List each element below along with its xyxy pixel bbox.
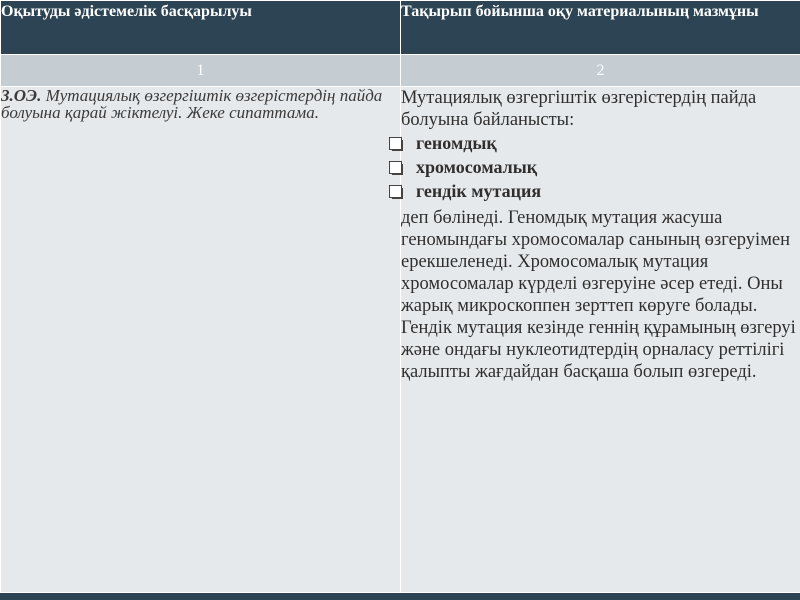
- list-item-label: геномдық: [416, 133, 497, 153]
- content-cell: [401, 87, 800, 593]
- bottom-bar: [0, 593, 800, 600]
- list-item: [389, 179, 800, 203]
- header-methodology: Оқытуды әдістемелік басқарылуы: [1, 1, 401, 55]
- list-item-label: гендік мутация: [416, 181, 542, 201]
- column-number-row: [1, 55, 800, 87]
- list-item: [389, 155, 800, 179]
- methodology-text: [1, 87, 400, 121]
- lesson-topic: Мутациялық өзгергіштік өзгерістердің пайда болуына қарай жіктелуі. Жеке сипаттама.: [1, 86, 383, 122]
- methodology-cell: [1, 87, 401, 593]
- checkbox-bullet-icon: [389, 137, 402, 150]
- lesson-code: 3.ОЭ.: [1, 86, 42, 105]
- header-content: Тақырып бойынша оқу материалының мазмұны: [401, 1, 800, 55]
- content-row: [1, 87, 800, 593]
- content-description: деп бөлінеді. Геномдық мутация жасуша геномындағы хромосомалар санының өзгеруімен ерекшеленеді. Хромосомалық мутация хромосомалар күрделі өзгеруіне әсер етеді. Оны жарық микроскоппен зерттеп көруге болады. Гендік мутация кезінде геннің құрамының өзгеруі және ондағы нуклеотидтердің орналасу реттілігі қалыпты жағдайдан басқаша болып өзгереді.: [401, 208, 796, 382]
- content-text: [401, 87, 800, 383]
- column-number-2: 2: [401, 55, 800, 87]
- checkbox-bullet-icon: [389, 185, 402, 198]
- list-item-label: хромосомалық: [416, 157, 538, 177]
- list-item: [389, 131, 800, 155]
- header-row: [1, 1, 800, 55]
- content-intro: Мутациялық өзгергіштік өзгерістердің пайда болуына байланысты:: [401, 88, 757, 130]
- column-number-1: 1: [1, 55, 401, 87]
- checkbox-bullet-icon: [389, 161, 402, 174]
- mutation-types-list: [389, 131, 800, 203]
